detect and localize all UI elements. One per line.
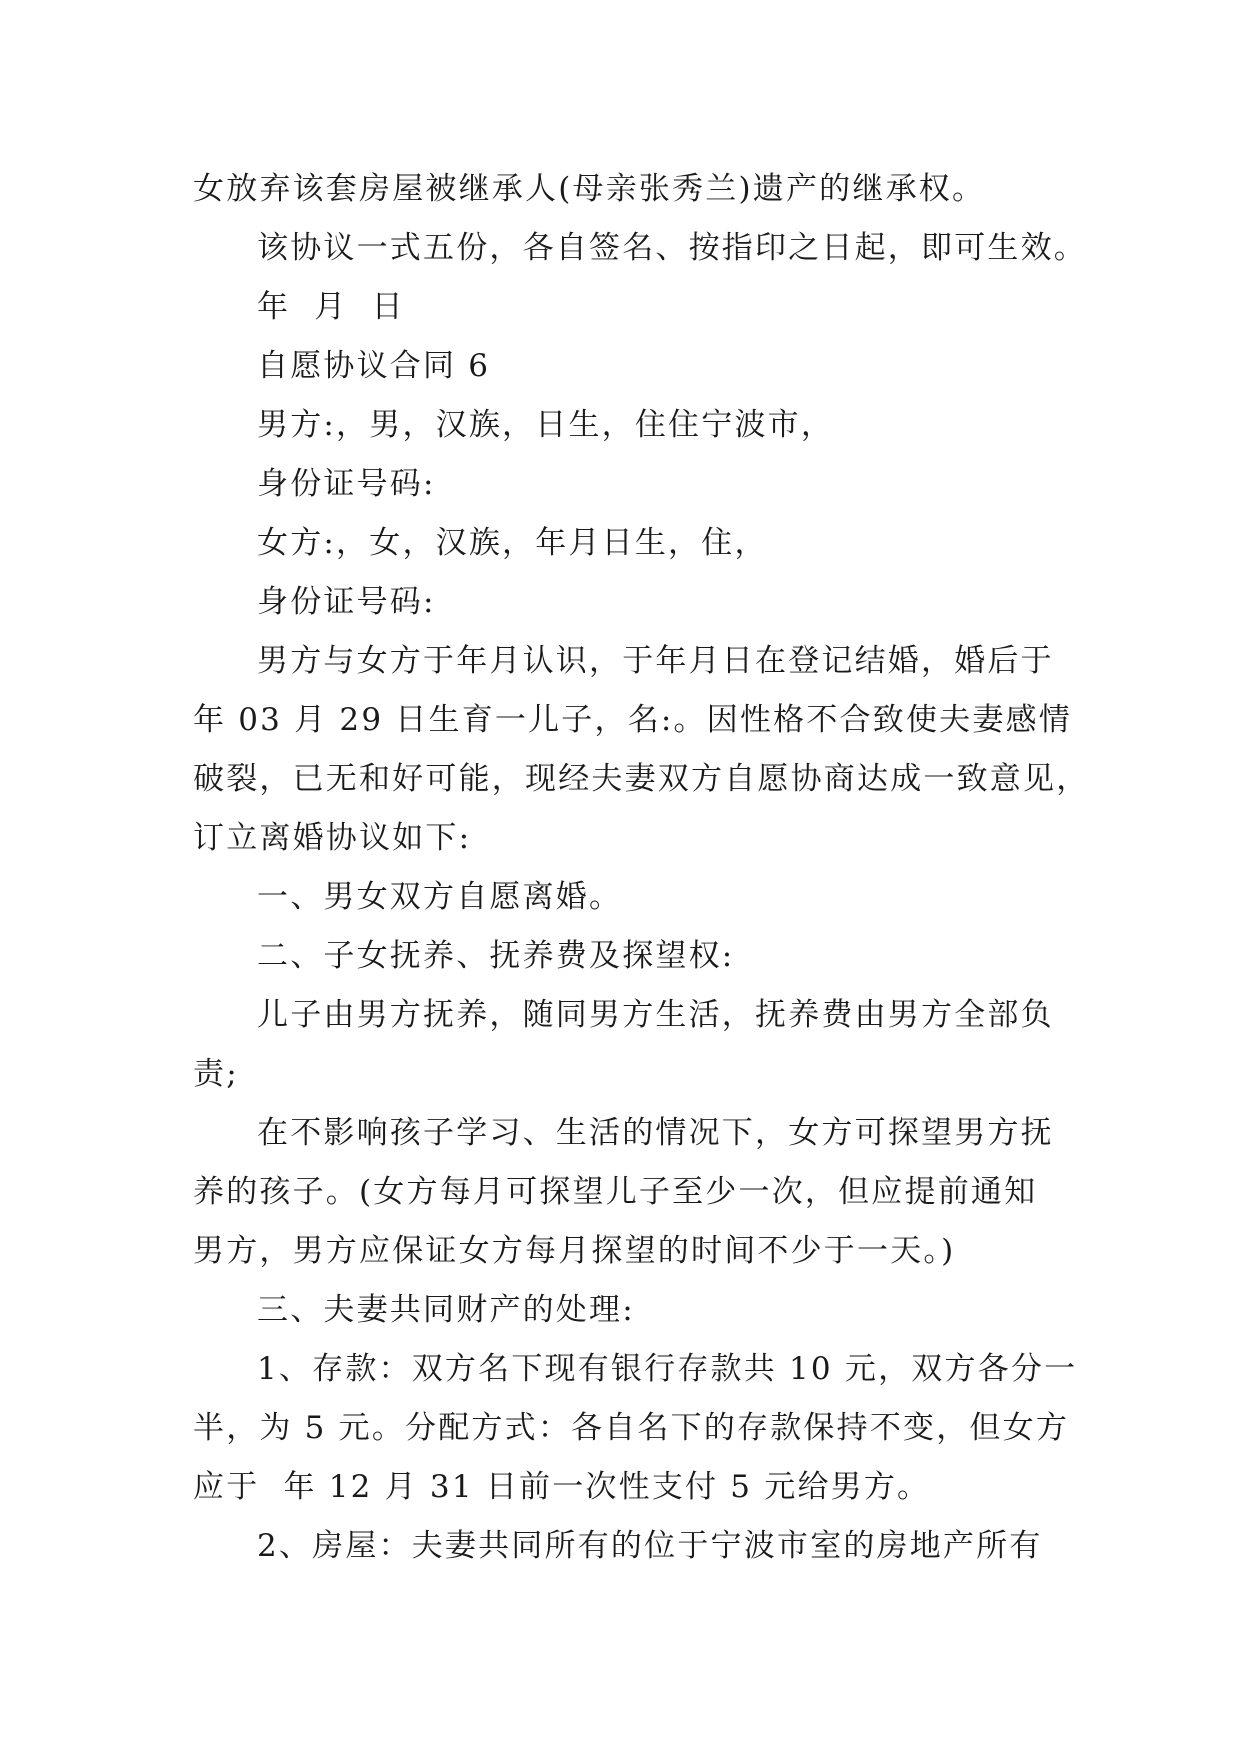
paragraph-line-24: 2、房屋：夫妻共同所有的位于宁波市室的房地产所有 <box>257 1528 1043 1564</box>
paragraph-line-14: 二、子女抚养、抚养费及探望权: <box>257 938 735 974</box>
paragraph-line-15: 儿子由男方抚养，随同男方生活，抚养费由男方全部负 <box>257 997 1054 1033</box>
document-body <box>193 160 1090 1576</box>
paragraph-line-21: 1、存款：双方名下现有银行存款共 10 元，双方各分一 <box>257 1351 1078 1387</box>
paragraph-line-23: 应于 年 12 月 31 日前一次性支付 5 元给男方。 <box>193 1469 931 1505</box>
paragraph-line-1: 女放弃该套房屋被继承人(母亲张秀兰)遗产的继承权。 <box>193 171 986 207</box>
paragraph-line-2: 该协议一式五份，各自签名、按指印之日起，即可生效。 <box>257 230 1087 266</box>
paragraph-line-8: 身份证号码: <box>257 584 436 620</box>
paragraph-line-7: 女方:，女，汉族，年月日生，住， <box>257 525 768 561</box>
paragraph-line-16: 责; <box>193 1056 239 1092</box>
paragraph-line-19: 男方，男方应保证女方每月探望的时间不少于一天。) <box>193 1233 956 1269</box>
paragraph-line-17: 在不影响孩子学习、生活的情况下，女方可探望男方抚 <box>257 1115 1054 1151</box>
paragraph-line-20: 三、夫妻共同财产的处理: <box>257 1292 635 1328</box>
paragraph-line-13: 一、男女双方自愿离婚。 <box>257 879 623 915</box>
paragraph-line-5: 男方:，男，汉族，日生，住住宁波市， <box>257 407 835 443</box>
paragraph-line-10: 年 03 月 29 日生育一儿子，名:。因性格不合致使夫妻感情 <box>193 702 1072 738</box>
paragraph-line-22: 半，为 5 元。分配方式：各自名下的存款保持不变，但女方 <box>193 1410 1070 1446</box>
paragraph-line-9: 男方与女方于年月认识，于年月日在登记结婚，婚后于 <box>257 643 1054 679</box>
section-title-line: 自愿协议合同 6 <box>257 348 491 384</box>
paragraph-line-18: 养的孩子。(女方每月可探望儿子至少一次，但应提前通知 <box>193 1174 1038 1210</box>
paragraph-line-11: 破裂，已无和好可能，现经夫妻双方自愿协商达成一致意见， <box>193 761 1090 797</box>
paragraph-line-3: 年 月 日 <box>257 289 405 325</box>
paragraph-line-6: 身份证号码: <box>257 466 436 502</box>
paragraph-line-12: 订立离婚协议如下: <box>193 820 472 856</box>
